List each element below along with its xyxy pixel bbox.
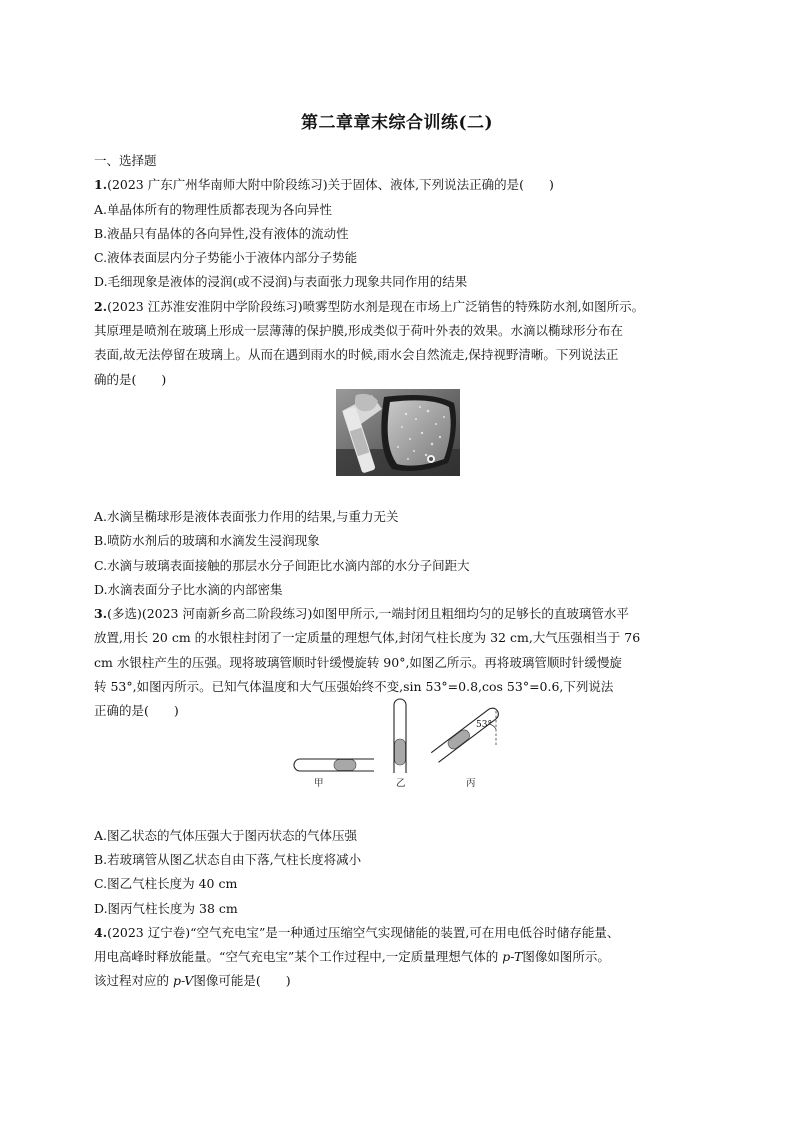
p-v-symbol: p-V bbox=[172, 973, 194, 989]
tube-yi bbox=[394, 699, 406, 773]
question-number: 4. bbox=[94, 924, 108, 940]
option-b: B.若玻璃管从图乙状态自由下落,气柱长度将减小 bbox=[94, 851, 362, 867]
question-content bbox=[94, 149, 718, 994]
option-b: B.喷防水剂后的玻璃和水滴发生浸润现象 bbox=[94, 533, 320, 549]
tube-bing bbox=[431, 706, 501, 763]
question-4-stem bbox=[94, 921, 718, 945]
stem-text: 该过程对应的 bbox=[94, 973, 173, 989]
question-3-stem bbox=[94, 602, 718, 626]
option-b: B.液晶只有晶体的各向异性,没有液体的流动性 bbox=[94, 225, 349, 241]
glass-tube-figure bbox=[290, 697, 510, 793]
option-d: D.毛细现象是液体的浸润(或不浸润)与表面张力现象共同作用的结果 bbox=[94, 274, 468, 290]
label-bing: 丙 bbox=[466, 778, 476, 789]
option-d: D.水滴表面分子比水滴的内部密集 bbox=[94, 581, 283, 597]
stem-line: 放置,用长 20 cm 的水银柱封闭了一定质量的理想气体,封闭气柱长度为 32 cm,大气压强相当于 76 bbox=[94, 630, 641, 646]
p-t-symbol: p-T bbox=[502, 949, 523, 965]
stem-line: 转 53°,如图丙所示。已知气体温度和大气压强始终不变,sin 53°=0.8,cos 53°=0.6,下列说法 bbox=[94, 679, 614, 695]
angle-label: 53° bbox=[476, 720, 492, 730]
stem-line: (多选)(2023 河南新乡高二阶段练习)如图甲所示,一端封闭且粗细均匀的足够长的直玻璃管水平 bbox=[107, 606, 629, 622]
question-number: 3. bbox=[94, 606, 108, 622]
option-c: C.水滴与玻璃表面接触的那层水分子间距比水滴内部的水分子间距大 bbox=[94, 557, 470, 573]
label-yi: 乙 bbox=[396, 778, 406, 789]
stem-line: cm 水银柱产生的压强。现将玻璃管顺时针缓慢旋转 90°,如图乙所示。再将玻璃管顺时针缓慢旋 bbox=[94, 654, 622, 670]
label-jia: 甲 bbox=[314, 778, 324, 789]
stem-text: 图像如图所示。 bbox=[522, 949, 610, 965]
stem-text: 用电高峰时释放能量。“空气充电宝”某个工作过程中,一定质量理想气体的 bbox=[94, 949, 503, 965]
option-a: A.单晶体所有的物理性质都表现为各向异性 bbox=[94, 201, 333, 217]
stem-line: 其原理是喷剂在玻璃上形成一层薄薄的保护膜,形成类似于荷叶外表的效果。水滴以椭球形分布在 bbox=[94, 323, 623, 339]
question-2-stem bbox=[94, 295, 718, 319]
stem-line: (2023 江苏淮安淮阴中学阶段练习)喷雾型防水剂是现在市场上广泛销售的特殊防水剂,如图所示。 bbox=[107, 298, 645, 314]
page-title: 第二章章末综合训练(二) bbox=[300, 113, 494, 133]
question-1-stem bbox=[94, 173, 718, 197]
stem-line: (2023 广东广州华南师大附中阶段练习)关于固体、液体,下列说法正确的是( ) bbox=[107, 177, 554, 193]
question-number: 2. bbox=[94, 298, 108, 314]
waterproof-spray-photo bbox=[336, 389, 460, 476]
stem-line bbox=[94, 969, 718, 993]
option-d: D.图丙气柱长度为 38 cm bbox=[94, 900, 238, 916]
section-heading: 一、选择题 bbox=[94, 153, 157, 168]
option-a: A.图乙状态的气体压强大于图丙状态的气体压强 bbox=[94, 827, 358, 843]
question-number: 1. bbox=[94, 177, 108, 193]
stem-line bbox=[94, 945, 718, 969]
stem-text: 图像可能是( ) bbox=[193, 973, 291, 989]
stem-line: (2023 辽宁卷)“空气充电宝”是一种通过压缩空气实现储能的装置,可在用电低谷时储存能量、 bbox=[107, 924, 620, 940]
tube-jia bbox=[294, 759, 374, 771]
stem-line: 确的是( ) bbox=[94, 371, 167, 387]
option-c: C.图乙气柱长度为 40 cm bbox=[94, 876, 238, 892]
option-a: A.水滴呈椭球形是液体表面张力作用的结果,与重力无关 bbox=[94, 508, 399, 524]
stem-line: 正确的是( ) bbox=[94, 703, 179, 719]
option-c: C.液体表面层内分子势能小于液体内部分子势能 bbox=[94, 250, 358, 266]
stem-line: 表面,故无法停留在玻璃上。从而在遇到雨水的时候,雨水会自然流走,保持视野清晰。下列说法正 bbox=[94, 347, 619, 363]
